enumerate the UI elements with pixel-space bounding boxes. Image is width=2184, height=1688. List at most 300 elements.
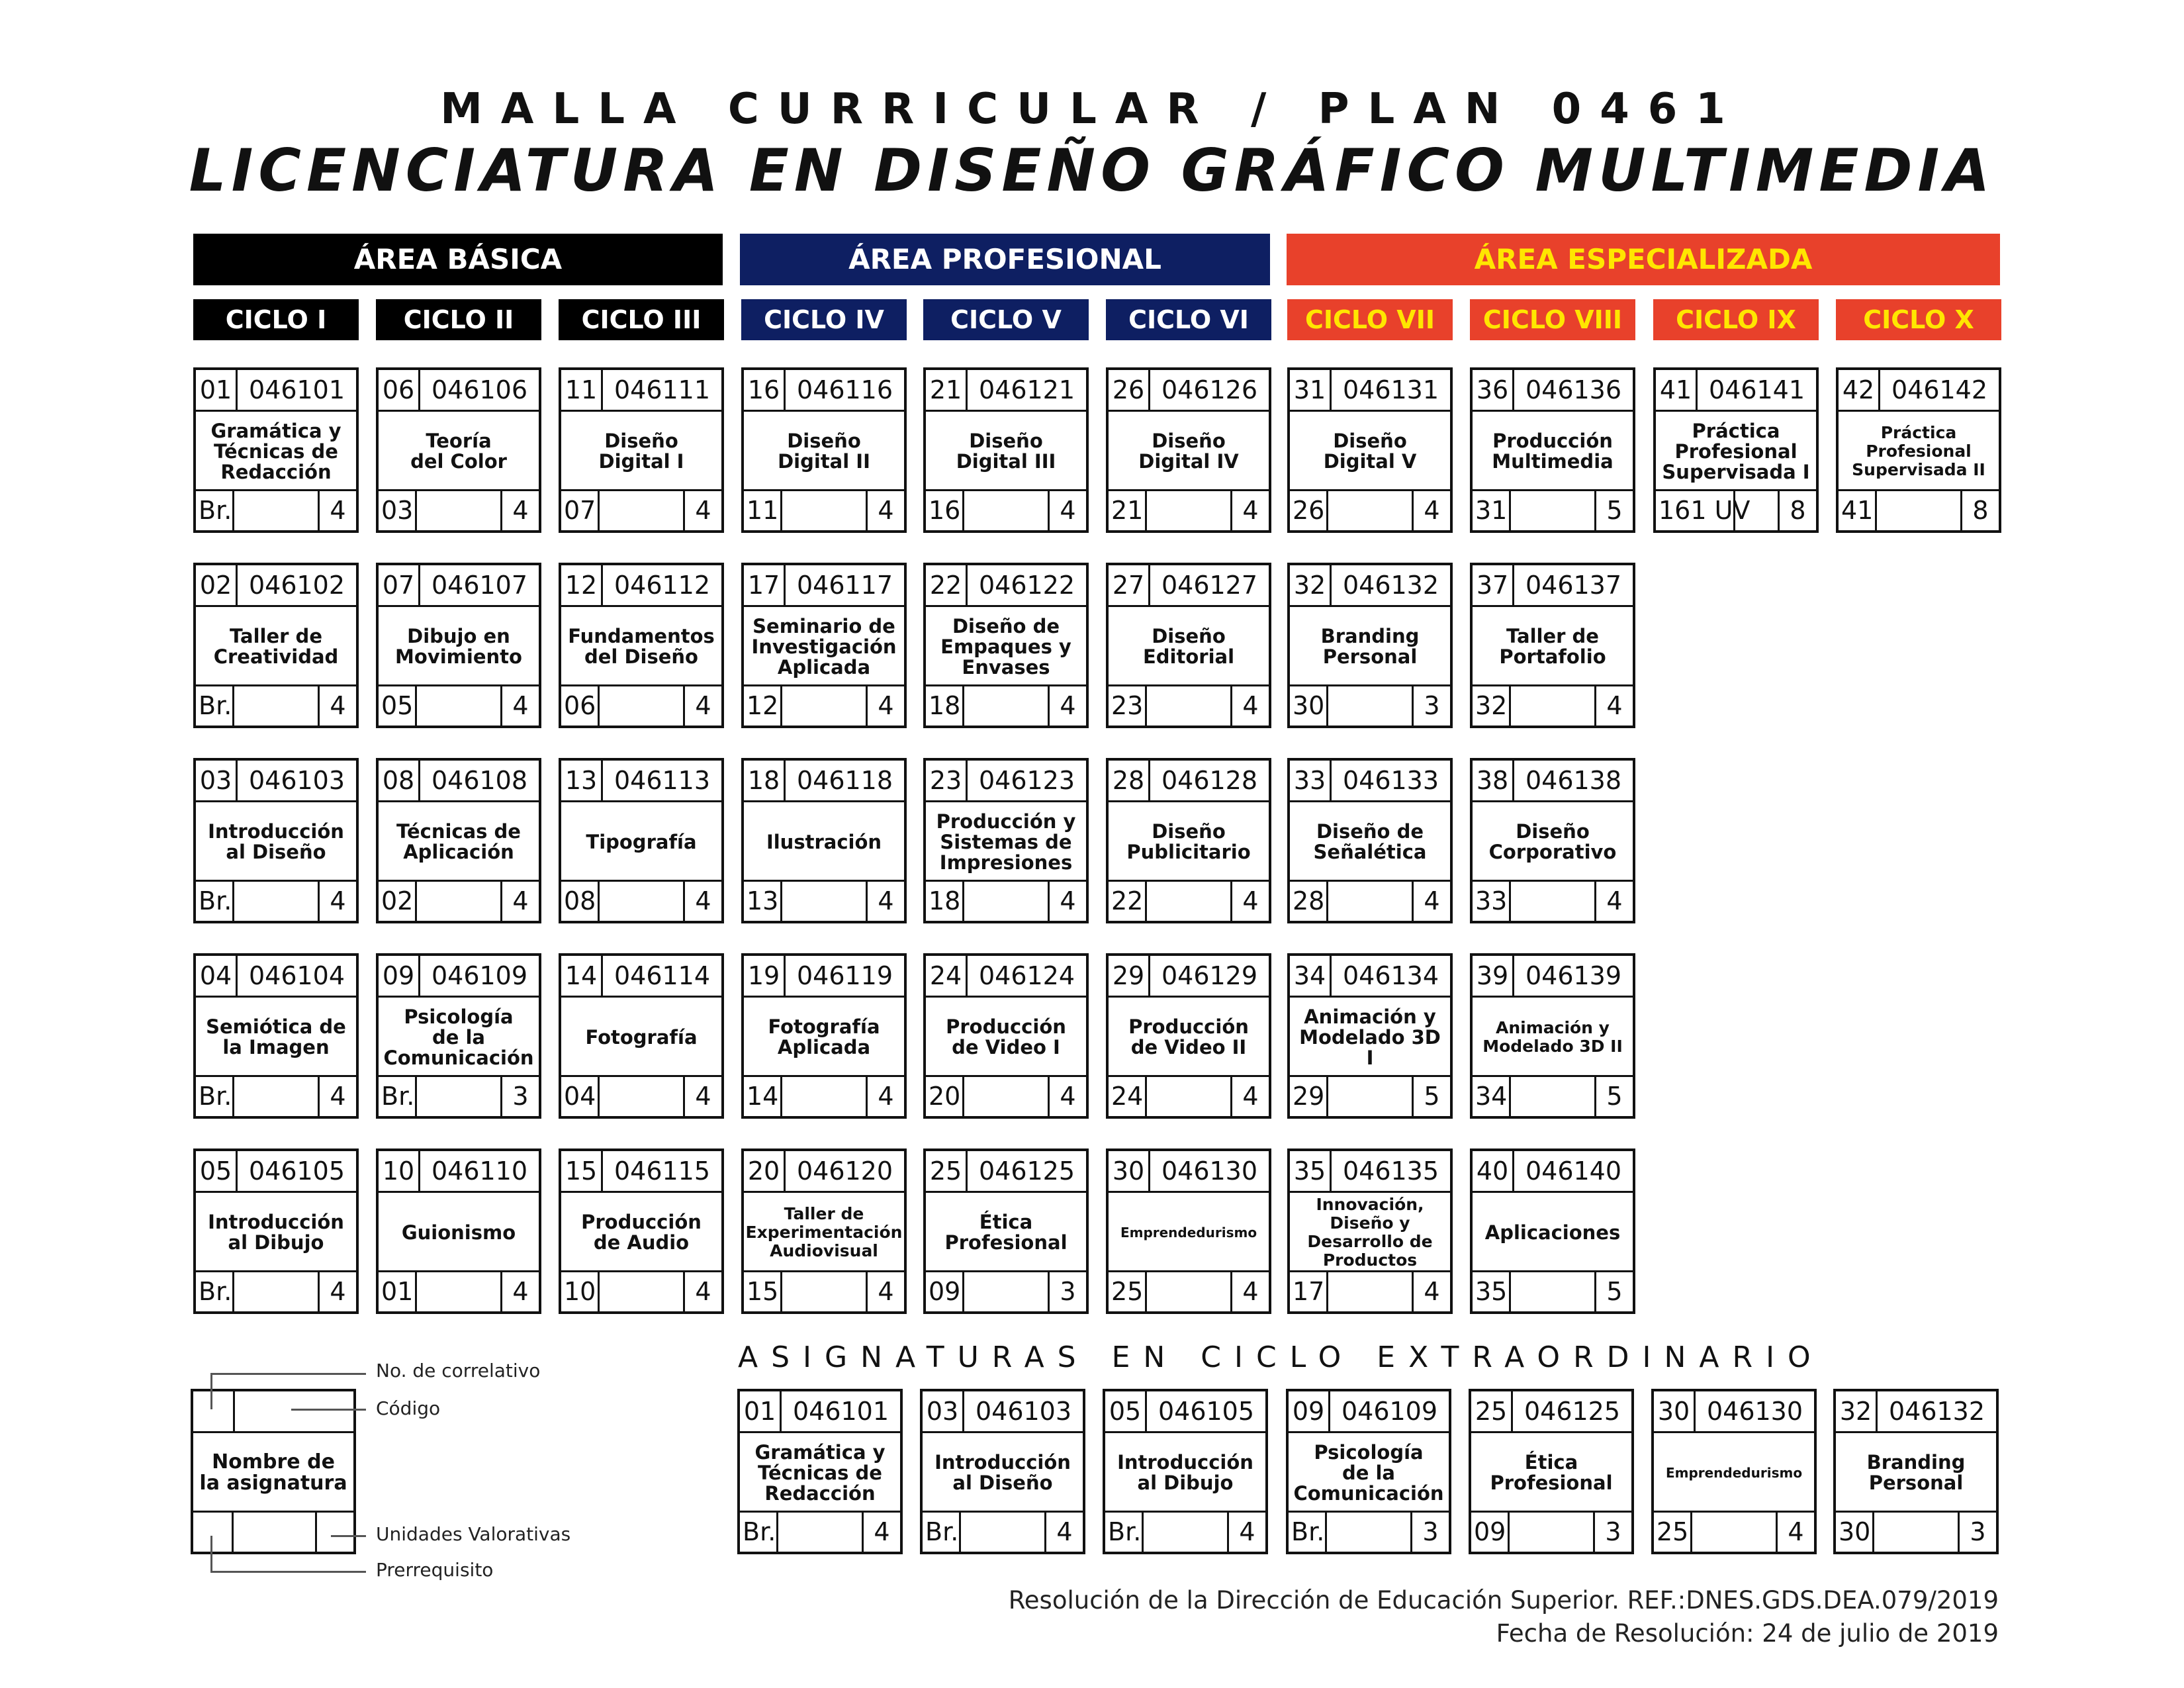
unidades-valorativas: 8: [1778, 491, 1816, 530]
unidades-valorativas: 4: [1230, 882, 1269, 921]
course-name: Taller de Portafolio: [1499, 625, 1606, 668]
unidades-valorativas: 4: [866, 686, 904, 726]
course-name: Diseño Editorial: [1142, 625, 1235, 668]
course-name: Introducción al Diseño: [934, 1451, 1071, 1494]
unidades-valorativas: 3: [1958, 1513, 1996, 1552]
correlativo: 34: [1290, 956, 1332, 996]
course-card-34: [1287, 953, 1453, 1119]
prerrequisito: 23: [1109, 686, 1147, 726]
course-code: 046137: [1525, 571, 1622, 600]
correlativo: 42: [1839, 370, 1880, 410]
prerrequisito: 05: [379, 686, 417, 726]
legend-name: Nombre de la asignatura: [199, 1450, 347, 1495]
course-card-01: [193, 367, 359, 533]
correlativo: 12: [561, 565, 603, 605]
course-name: Diseño Digital III: [956, 430, 1056, 473]
course-card-41: [1653, 367, 1819, 533]
course-code: 046134: [1342, 961, 1439, 990]
course-name: Taller de Creatividad: [213, 625, 339, 668]
course-card-25: [923, 1149, 1089, 1314]
area-especializada-header: ÁREA ESPECIALIZADA: [1287, 234, 2000, 285]
course-name: Gramática y Técnicas de Redacción: [210, 419, 341, 483]
correlativo: 30: [1109, 1151, 1150, 1191]
prerrequisito: 25: [1654, 1513, 1692, 1552]
unidades-valorativas: 4: [866, 1077, 904, 1116]
ciclo-header-3: CICLO III: [559, 299, 724, 340]
course-code: 046103: [248, 766, 345, 795]
prerrequisito: 35: [1473, 1272, 1511, 1311]
prerrequisito: 01: [379, 1272, 417, 1311]
correlativo: 39: [1473, 956, 1514, 996]
course-code: 046130: [1706, 1397, 1803, 1426]
course-card-15: [559, 1149, 724, 1314]
extraordinario-title: ASIGNATURAS EN CICLO EXTRAORDINARIO: [738, 1340, 1824, 1374]
course-card-13: [559, 758, 724, 923]
extra-course-card-30: [1651, 1389, 1817, 1554]
prerrequisito: 29: [1290, 1077, 1328, 1116]
legend-prerrequisito: Prerrequisito: [376, 1559, 494, 1581]
prerrequisito: Br.: [196, 1077, 234, 1116]
prerrequisito: 30: [1836, 1513, 1874, 1552]
course-card-30: [1106, 1149, 1271, 1314]
unidades-valorativas: 4: [500, 882, 539, 921]
course-card-16: [741, 367, 907, 533]
unidades-valorativas: 4: [1412, 1272, 1450, 1311]
prerrequisito: 34: [1473, 1077, 1511, 1116]
unidades-valorativas: 3: [1410, 1513, 1449, 1552]
correlativo: 38: [1473, 761, 1514, 800]
prerrequisito: 21: [1109, 491, 1147, 530]
course-name: Teoría del Color: [410, 430, 507, 473]
correlativo: 35: [1290, 1151, 1332, 1191]
course-code: 046103: [975, 1397, 1072, 1426]
correlativo: 03: [923, 1391, 964, 1431]
prerrequisito: Br.: [379, 1077, 417, 1116]
course-name: Producción de Audio: [581, 1211, 702, 1254]
course-code: 046101: [248, 375, 345, 404]
unidades-valorativas: 4: [1776, 1513, 1814, 1552]
prerrequisito: 24: [1109, 1077, 1147, 1116]
course-name: Diseño Publicitario: [1126, 820, 1251, 863]
course-code: 046121: [978, 375, 1075, 404]
ciclo-header-7: CICLO VII: [1287, 299, 1453, 340]
course-name: Taller de Experimentación Audiovisual: [745, 1204, 903, 1260]
unidades-valorativas: 4: [1048, 491, 1086, 530]
unidades-valorativas: 5: [1594, 1272, 1633, 1311]
course-name: Branding Personal: [1866, 1451, 1966, 1494]
prerrequisito: 15: [744, 1272, 782, 1311]
extra-course-card-32: [1833, 1389, 1999, 1554]
course-card-09: [376, 953, 541, 1119]
course-code: 046130: [1161, 1156, 1258, 1186]
correlativo: 07: [379, 565, 420, 605]
course-code: 046105: [1158, 1397, 1255, 1426]
course-code: 046141: [1708, 375, 1805, 404]
plan-title: MALLA CURRICULAR / PLAN 0461: [440, 85, 1744, 134]
course-name: Psicología de la Comunicación: [1293, 1440, 1444, 1505]
course-card-38: [1470, 758, 1635, 923]
prerrequisito: 31: [1473, 491, 1511, 530]
prerrequisito: 26: [1290, 491, 1328, 530]
legend-card: [191, 1389, 356, 1554]
unidades-valorativas: 4: [1412, 882, 1450, 921]
unidades-valorativas: 4: [1230, 491, 1269, 530]
course-name: Gramática y Técnicas de Redacción: [754, 1440, 886, 1505]
correlativo: 18: [744, 761, 786, 800]
extra-course-card-09: [1286, 1389, 1451, 1554]
unidades-valorativas: 8: [1960, 491, 1999, 530]
ciclo-header-2: CICLO II: [376, 299, 541, 340]
course-code: 046112: [614, 571, 711, 600]
unidades-valorativas: 4: [500, 686, 539, 726]
unidades-valorativas: 5: [1412, 1077, 1450, 1116]
prerrequisito: Br.: [1105, 1513, 1144, 1552]
course-code: 046136: [1525, 375, 1622, 404]
course-card-26: [1106, 367, 1271, 533]
extra-course-card-01: [737, 1389, 903, 1554]
course-name: Psicología de la Comunicación: [383, 1005, 534, 1069]
course-card-18: [741, 758, 907, 923]
course-name: Innovación, Diseño y Desarrollo de Productos: [1307, 1195, 1433, 1270]
course-name: Branding Personal: [1320, 625, 1420, 668]
correlativo: 32: [1290, 565, 1332, 605]
correlativo: 28: [1109, 761, 1150, 800]
correlativo: 27: [1109, 565, 1150, 605]
correlativo: 19: [744, 956, 786, 996]
area-basica-header: ÁREA BÁSICA: [193, 234, 723, 285]
correlativo: 17: [744, 565, 786, 605]
course-code: 046132: [1888, 1397, 1985, 1426]
course-code: 046116: [796, 375, 893, 404]
course-code: 046131: [1342, 375, 1439, 404]
course-name: Producción de Video I: [946, 1015, 1066, 1058]
course-name: Diseño de Empaques y Envases: [940, 614, 1071, 679]
unidades-valorativas: 4: [1594, 882, 1633, 921]
course-card-14: [559, 953, 724, 1119]
course-card-35: [1287, 1149, 1453, 1314]
course-name: Diseño Corporativo: [1488, 820, 1617, 863]
extra-course-card-03: [920, 1389, 1085, 1554]
course-card-04: [193, 953, 359, 1119]
correlativo: 21: [926, 370, 968, 410]
unidades-valorativas: 4: [1048, 686, 1086, 726]
ciclo-header-5: CICLO V: [923, 299, 1089, 340]
prerrequisito: 12: [744, 686, 782, 726]
course-code: 046133: [1342, 766, 1439, 795]
course-card-02: [193, 563, 359, 728]
correlativo: 13: [561, 761, 603, 800]
course-name: Diseño Digital II: [778, 430, 870, 473]
course-code: 046140: [1525, 1156, 1622, 1186]
course-code: 046142: [1891, 375, 1988, 404]
course-name: Ética Profesional: [944, 1211, 1068, 1254]
footer-fecha: Fecha de Resolución: 24 de julio de 2019: [1496, 1619, 1999, 1648]
prerrequisito: Br.: [196, 882, 234, 921]
prerrequisito: 09: [926, 1272, 964, 1311]
correlativo: 06: [379, 370, 420, 410]
correlativo: 15: [561, 1151, 603, 1191]
correlativo: 14: [561, 956, 603, 996]
correlativo: 10: [379, 1151, 420, 1191]
correlativo: 16: [744, 370, 786, 410]
extra-course-card-05: [1103, 1389, 1268, 1554]
ciclo-header-8: CICLO VIII: [1470, 299, 1635, 340]
area-profesional-header: ÁREA PROFESIONAL: [740, 234, 1270, 285]
course-card-20: [741, 1149, 907, 1314]
course-name: Ilustración: [766, 830, 882, 853]
prerrequisito: 11: [744, 491, 782, 530]
unidades-valorativas: 5: [1594, 491, 1633, 530]
course-card-03: [193, 758, 359, 923]
course-code: 046108: [431, 766, 528, 795]
correlativo: 24: [926, 956, 968, 996]
correlativo: 01: [196, 370, 238, 410]
unidades-valorativas: 4: [318, 686, 356, 726]
course-card-19: [741, 953, 907, 1119]
course-code: 046109: [431, 961, 528, 990]
unidades-valorativas: 4: [1044, 1513, 1083, 1552]
course-card-37: [1470, 563, 1635, 728]
prerrequisito: 16: [926, 491, 964, 530]
unidades-valorativas: 4: [683, 491, 721, 530]
correlativo: 01: [740, 1391, 782, 1431]
course-code: 046101: [792, 1397, 889, 1426]
course-code: 046122: [978, 571, 1075, 600]
unidades-valorativas: 4: [318, 1272, 356, 1311]
prerrequisito: 06: [561, 686, 600, 726]
course-code: 046119: [796, 961, 893, 990]
course-name: Diseño Digital IV: [1138, 430, 1239, 473]
course-code: 046114: [614, 961, 711, 990]
unidades-valorativas: 4: [1230, 686, 1269, 726]
course-code: 046115: [614, 1156, 711, 1186]
correlativo: 05: [196, 1151, 238, 1191]
course-name: Producción de Video II: [1128, 1015, 1249, 1058]
correlativo: 36: [1473, 370, 1514, 410]
course-card-27: [1106, 563, 1271, 728]
course-card-23: [923, 758, 1089, 923]
course-card-24: [923, 953, 1089, 1119]
course-card-42: [1836, 367, 2001, 533]
course-code: 046123: [978, 766, 1075, 795]
course-code: 046102: [248, 571, 345, 600]
course-name: Semiótica de la Imagen: [206, 1015, 346, 1058]
prerrequisito: 20: [926, 1077, 964, 1116]
course-name: Tipografía: [586, 830, 697, 853]
degree-title: LICENCIATURA EN DISEÑO GRÁFICO MULTIMEDIA: [189, 136, 1995, 205]
prerrequisito: 28: [1290, 882, 1328, 921]
prerrequisito: Br.: [196, 491, 234, 530]
correlativo: 40: [1473, 1151, 1514, 1191]
prerrequisito: 07: [561, 491, 600, 530]
correlativo: 33: [1290, 761, 1332, 800]
correlativo: 03: [196, 761, 238, 800]
prerrequisito: 17: [1290, 1272, 1328, 1311]
course-name: Fundamentos del Diseño: [568, 625, 715, 668]
prerrequisito: 10: [561, 1272, 600, 1311]
course-card-06: [376, 367, 541, 533]
ciclo-header-9: CICLO IX: [1653, 299, 1819, 340]
correlativo: 22: [926, 565, 968, 605]
course-card-32: [1287, 563, 1453, 728]
unidades-valorativas: 3: [1048, 1272, 1086, 1311]
course-code: 046109: [1341, 1397, 1438, 1426]
prerrequisito: 161 UV: [1656, 491, 1735, 530]
correlativo: 11: [561, 370, 603, 410]
ciclo-header-1: CICLO I: [193, 299, 359, 340]
course-name: Animación y Modelado 3D II: [1482, 1018, 1623, 1056]
course-name: Técnicas de Aplicación: [396, 820, 521, 863]
course-name: Diseño Digital I: [598, 430, 684, 473]
course-code: 046110: [431, 1156, 528, 1186]
unidades-valorativas: 4: [318, 491, 356, 530]
course-card-17: [741, 563, 907, 728]
prerrequisito: 18: [926, 686, 964, 726]
correlativo: 32: [1836, 1391, 1878, 1431]
course-name: Emprendedurismo: [1120, 1225, 1257, 1241]
course-code: 046120: [796, 1156, 893, 1186]
unidades-valorativas: 4: [1048, 1077, 1086, 1116]
unidades-valorativas: 3: [1412, 686, 1450, 726]
prerrequisito: 41: [1839, 491, 1877, 530]
course-name: Animación y Modelado 3D I: [1299, 1005, 1441, 1069]
course-code: 046104: [248, 961, 345, 990]
course-name: Introducción al Dibujo: [208, 1211, 344, 1254]
legend-correlativo: No. de correlativo: [376, 1360, 541, 1382]
unidades-valorativas: 4: [866, 491, 904, 530]
correlativo: 41: [1656, 370, 1698, 410]
course-name: Introducción al Dibujo: [1117, 1451, 1253, 1494]
course-card-08: [376, 758, 541, 923]
course-code: 046113: [614, 766, 711, 795]
correlativo: 25: [1471, 1391, 1513, 1431]
correlativo: 09: [1289, 1391, 1330, 1431]
course-name: Seminario de Investigación Aplicada: [751, 614, 897, 679]
course-name: Aplicaciones: [1484, 1221, 1621, 1244]
unidades-valorativas: 4: [683, 1272, 721, 1311]
prerrequisito: 04: [561, 1077, 600, 1116]
prerrequisito: Br.: [740, 1513, 778, 1552]
legend-codigo: Código: [376, 1397, 441, 1419]
correlativo: 26: [1109, 370, 1150, 410]
course-code: 046117: [796, 571, 893, 600]
course-name: Producción y Sistemas de Impresiones: [936, 810, 1076, 874]
unidades-valorativas: 4: [500, 1272, 539, 1311]
course-card-40: [1470, 1149, 1635, 1314]
ciclo-header-4: CICLO IV: [741, 299, 907, 340]
ciclo-header-10: CICLO X: [1836, 299, 2001, 340]
unidades-valorativas: 4: [1594, 686, 1633, 726]
course-code: 046135: [1342, 1156, 1439, 1186]
course-name: Fotografía: [585, 1025, 698, 1049]
prerrequisito: 03: [379, 491, 417, 530]
course-code: 046118: [796, 766, 893, 795]
course-code: 046124: [978, 961, 1075, 990]
prerrequisito: Br.: [196, 686, 234, 726]
unidades-valorativas: 3: [500, 1077, 539, 1116]
course-card-07: [376, 563, 541, 728]
prerrequisito: 02: [379, 882, 417, 921]
unidades-valorativas: 4: [683, 686, 721, 726]
unidades-valorativas: 5: [1594, 1077, 1633, 1116]
course-card-11: [559, 367, 724, 533]
course-card-10: [376, 1149, 541, 1314]
course-name: Guionismo: [401, 1221, 516, 1244]
course-card-29: [1106, 953, 1271, 1119]
course-code: 046128: [1161, 766, 1258, 795]
unidades-valorativas: 4: [1412, 491, 1450, 530]
course-name: Producción Multimedia: [1492, 430, 1614, 473]
course-name: Práctica Profesional Supervisada II: [1852, 423, 1985, 479]
correlativo: 30: [1654, 1391, 1696, 1431]
unidades-valorativas: 4: [500, 491, 539, 530]
course-code: 046132: [1342, 571, 1439, 600]
course-card-22: [923, 563, 1089, 728]
course-code: 046125: [978, 1156, 1075, 1186]
course-code: 046106: [431, 375, 528, 404]
course-code: 046126: [1161, 375, 1258, 404]
course-card-31: [1287, 367, 1453, 533]
course-card-28: [1106, 758, 1271, 923]
unidades-valorativas: 4: [866, 882, 904, 921]
course-card-39: [1470, 953, 1635, 1119]
course-name: Dibujo en Movimiento: [395, 625, 522, 668]
legend-uv: Unidades Valorativas: [376, 1523, 571, 1545]
prerrequisito: 30: [1290, 686, 1328, 726]
prerrequisito: 14: [744, 1077, 782, 1116]
course-code: 046138: [1525, 766, 1622, 795]
correlativo: 25: [926, 1151, 968, 1191]
prerrequisito: Br.: [196, 1272, 234, 1311]
unidades-valorativas: 4: [318, 1077, 356, 1116]
unidades-valorativas: 4: [683, 1077, 721, 1116]
unidades-valorativas: 3: [1593, 1513, 1631, 1552]
course-code: 046139: [1525, 961, 1622, 990]
course-card-33: [1287, 758, 1453, 923]
course-name: Diseño Digital V: [1323, 430, 1417, 473]
unidades-valorativas: 4: [1230, 1077, 1269, 1116]
course-card-05: [193, 1149, 359, 1314]
prerrequisito: 32: [1473, 686, 1511, 726]
correlativo: 37: [1473, 565, 1514, 605]
prerrequisito: 22: [1109, 882, 1147, 921]
correlativo: 31: [1290, 370, 1332, 410]
course-name: Introducción al Diseño: [208, 820, 344, 863]
correlativo: 20: [744, 1151, 786, 1191]
correlativo: 02: [196, 565, 238, 605]
course-name: Emprendedurismo: [1665, 1465, 1803, 1481]
course-card-21: [923, 367, 1089, 533]
course-code: 046127: [1161, 571, 1258, 600]
footer-resolucion: Resolución de la Dirección de Educación Superior. REF.:DNES.GDS.DEA.079/2019: [1008, 1586, 1999, 1615]
prerrequisito: 08: [561, 882, 600, 921]
course-name: Diseño de Señalética: [1313, 820, 1427, 863]
correlativo: 23: [926, 761, 968, 800]
correlativo: 08: [379, 761, 420, 800]
prerrequisito: 09: [1471, 1513, 1510, 1552]
extra-course-card-25: [1469, 1389, 1634, 1554]
prerrequisito: Br.: [923, 1513, 961, 1552]
unidades-valorativas: 4: [862, 1513, 900, 1552]
course-code: 046107: [431, 571, 528, 600]
correlativo: 05: [1105, 1391, 1147, 1431]
unidades-valorativas: 4: [318, 882, 356, 921]
course-code: 046105: [248, 1156, 345, 1186]
prerrequisito: 13: [744, 882, 782, 921]
unidades-valorativas: 4: [1230, 1272, 1269, 1311]
course-name: Ética Profesional: [1490, 1451, 1613, 1494]
prerrequisito: Br.: [1289, 1513, 1327, 1552]
